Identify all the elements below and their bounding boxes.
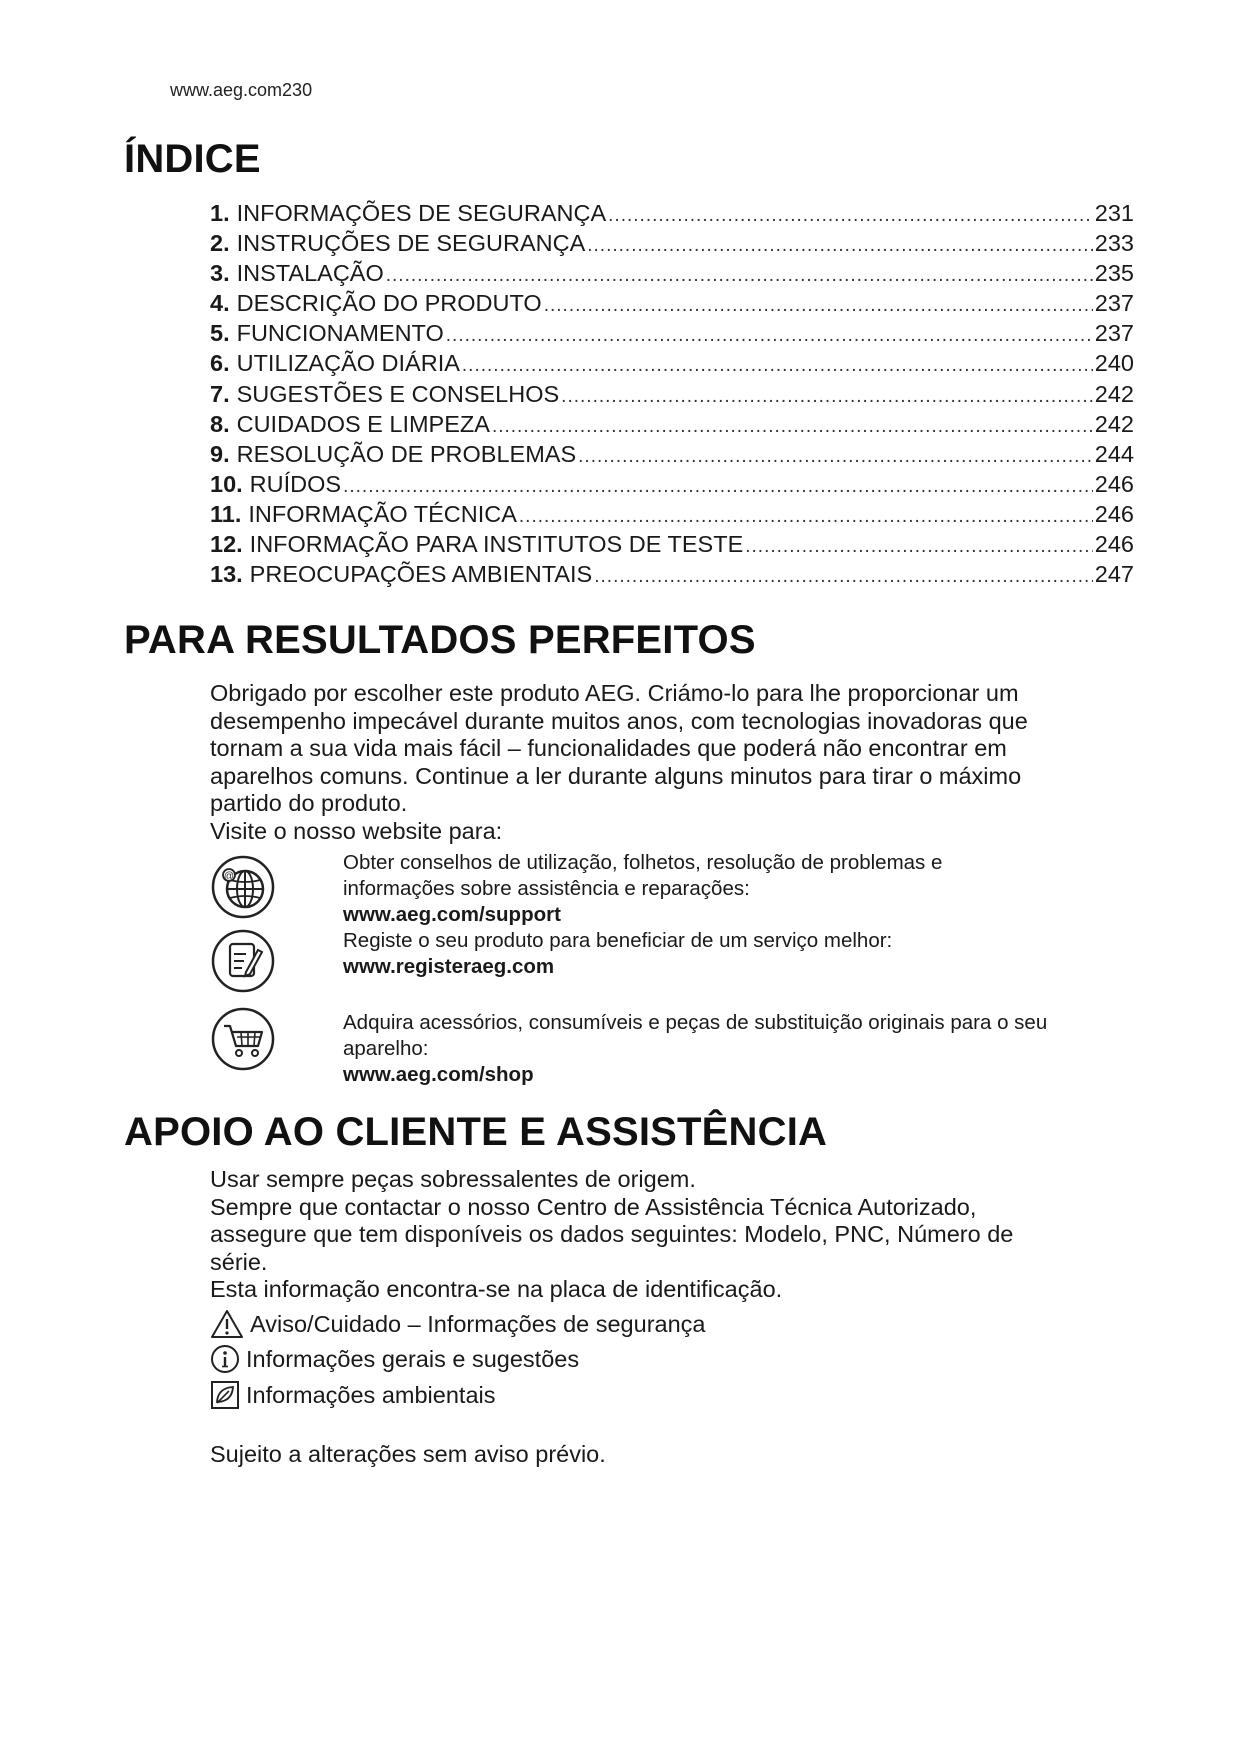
toc-entry-number: 6. bbox=[210, 350, 230, 377]
toc-entry-label: INSTRUÇÕES DE SEGURANÇA bbox=[236, 230, 586, 257]
toc-entry-number: 4. bbox=[210, 290, 230, 317]
shop-url-link[interactable]: www.aeg.com/shop bbox=[343, 1063, 534, 1086]
toc-leader-dots bbox=[587, 231, 1093, 261]
toc-entry-page: 242 bbox=[1094, 380, 1134, 407]
toc-entry-label: UTILIZAÇÃO DIÁRIA bbox=[236, 350, 460, 377]
support-link-text bbox=[343, 850, 1123, 928]
toc-entry-page: 237 bbox=[1094, 320, 1134, 347]
toc-leader-dots bbox=[462, 351, 1093, 381]
toc-leader-dots bbox=[561, 382, 1093, 412]
toc-entry[interactable] bbox=[210, 288, 1134, 318]
toc-leader-dots bbox=[386, 261, 1093, 291]
toc-entry[interactable] bbox=[210, 409, 1134, 439]
toc-leader-dots bbox=[492, 412, 1093, 442]
toc-leader-dots bbox=[578, 442, 1093, 472]
toc-entry-number: 7. bbox=[210, 380, 230, 407]
toc-leader-dots bbox=[519, 502, 1093, 532]
toc-entry-number: 12. bbox=[210, 531, 243, 558]
toc-entry-number: 1. bbox=[210, 200, 230, 226]
toc-entry-label: INFORMAÇÃO PARA INSTITUTOS DE TESTE bbox=[249, 531, 744, 558]
results-intro-line: partido do produto. bbox=[210, 790, 408, 816]
toc-leader-dots bbox=[608, 201, 1093, 231]
toc-entry-number: 8. bbox=[210, 410, 230, 437]
info-icon bbox=[210, 1344, 240, 1374]
toc-entry[interactable] bbox=[210, 228, 1134, 258]
toc-entry-number: 3. bbox=[210, 260, 230, 287]
toc-entry-page: 240 bbox=[1094, 350, 1134, 377]
support-text-line: série. bbox=[210, 1248, 268, 1275]
toc-entry[interactable] bbox=[210, 469, 1134, 499]
toc-entry-page: 246 bbox=[1094, 470, 1134, 497]
toc-entry-number: 13. bbox=[210, 561, 243, 588]
register-link-line: Registe o seu produto para beneficiar de um serviço melhor: bbox=[343, 929, 893, 952]
toc-entry-number: 2. bbox=[210, 230, 230, 257]
toc-entry-page: 246 bbox=[1094, 531, 1134, 558]
results-title: PARA RESULTADOS PERFEITOS bbox=[124, 618, 756, 662]
legend-warning bbox=[210, 1308, 706, 1340]
toc-entry-page: 233 bbox=[1094, 230, 1134, 257]
toc-entry-number: 10. bbox=[210, 470, 243, 497]
index-title: ÍNDICE bbox=[124, 137, 261, 181]
table-of-contents bbox=[210, 198, 1134, 589]
toc-entry-label: DESCRIÇÃO DO PRODUTO bbox=[236, 290, 542, 317]
toc-entry[interactable] bbox=[210, 258, 1134, 288]
toc-entry-page: 235 bbox=[1094, 260, 1134, 287]
register-link-text bbox=[343, 928, 1123, 980]
legend-info-label: Informações gerais e sugestões bbox=[246, 1346, 580, 1372]
support-text-line: Usar sempre peças sobressalentes de origem. bbox=[210, 1166, 696, 1192]
toc-entry-page: 237 bbox=[1094, 290, 1134, 317]
toc-entry[interactable] bbox=[210, 559, 1134, 589]
toc-leader-dots bbox=[594, 562, 1093, 592]
toc-entry[interactable] bbox=[210, 379, 1134, 409]
support-link-line: informações sobre assistência e reparações: bbox=[343, 877, 750, 900]
toc-entry-label: INFORMAÇÃO TÉCNICA bbox=[248, 500, 517, 527]
toc-leader-dots bbox=[343, 472, 1093, 502]
toc-entry[interactable] bbox=[210, 529, 1134, 559]
environment-icon bbox=[210, 1380, 240, 1410]
results-intro-line: Obrigado por escolher este produto AEG. Criámo-lo para lhe proporcionar um bbox=[210, 680, 1019, 706]
results-intro-line: desempenho impecável durante muitos anos, com tecnologias inovadoras que bbox=[210, 707, 1028, 734]
legend-environment bbox=[210, 1379, 495, 1411]
toc-entry[interactable] bbox=[210, 318, 1134, 348]
toc-entry[interactable] bbox=[210, 499, 1134, 529]
toc-entry[interactable] bbox=[210, 198, 1134, 228]
results-intro-line: Visite o nosso website para: bbox=[210, 817, 503, 844]
warning-icon bbox=[210, 1309, 244, 1339]
toc-entry-label: RUÍDOS bbox=[249, 470, 342, 497]
support-text bbox=[210, 1166, 1120, 1304]
toc-leader-dots bbox=[544, 291, 1093, 321]
toc-leader-dots bbox=[446, 321, 1093, 351]
legend-warning-label: Aviso/Cuidado – Informações de segurança bbox=[250, 1311, 706, 1337]
toc-entry-label: FUNCIONAMENTO bbox=[236, 320, 444, 347]
shop-link-text bbox=[343, 1010, 1123, 1088]
toc-entry-number: 11. bbox=[210, 500, 242, 527]
toc-leader-dots bbox=[745, 532, 1093, 562]
register-url-link[interactable]: www.registeraeg.com bbox=[343, 955, 555, 978]
shop-link-line: aparelho: bbox=[343, 1037, 429, 1060]
support-link-line: Obter conselhos de utilização, folhetos, resolução de problemas e bbox=[343, 851, 943, 874]
results-intro-line: tornam a sua vida mais fácil – funcionalidades que poderá não encontrar em bbox=[210, 735, 1007, 761]
support-title: APOIO AO CLIENTE E ASSISTÊNCIA bbox=[124, 1110, 828, 1154]
toc-entry-label: INSTALAÇÃO bbox=[236, 260, 384, 287]
support-url-link[interactable]: www.aeg.com/support bbox=[343, 903, 561, 926]
globe-icon bbox=[210, 854, 276, 920]
toc-entry-page: 247 bbox=[1094, 561, 1134, 588]
toc-entry-label: CUIDADOS E LIMPEZA bbox=[236, 410, 490, 437]
register-icon bbox=[210, 928, 276, 994]
results-intro bbox=[210, 680, 1120, 845]
toc-entry-number: 5. bbox=[210, 320, 230, 347]
toc-entry-label: RESOLUÇÃO DE PROBLEMAS bbox=[236, 440, 577, 467]
toc-entry[interactable] bbox=[210, 439, 1134, 469]
toc-entry-page: 242 bbox=[1094, 410, 1134, 437]
support-text-line: assegure que tem disponíveis os dados seguintes: Modelo, PNC, Número de bbox=[210, 1221, 1014, 1247]
support-text-line: Esta informação encontra-se na placa de identificação. bbox=[210, 1276, 783, 1302]
legend-info bbox=[210, 1343, 579, 1375]
results-intro-line: aparelhos comuns. Continue a ler durante alguns minutos para tirar o máximo bbox=[210, 762, 1022, 789]
toc-entry-label: SUGESTÕES E CONSELHOS bbox=[236, 380, 560, 407]
cart-icon bbox=[210, 1006, 276, 1072]
toc-entry-label: PREOCUPAÇÕES AMBIENTAIS bbox=[249, 561, 593, 588]
svg-text:@: @ bbox=[223, 871, 235, 882]
toc-entry-page: 244 bbox=[1094, 440, 1134, 467]
toc-entry-page: 246 bbox=[1094, 500, 1134, 527]
support-text-line: Sempre que contactar o nosso Centro de Assistência Técnica Autorizado, bbox=[210, 1193, 977, 1220]
toc-entry[interactable] bbox=[210, 348, 1134, 378]
toc-entry-page: 231 bbox=[1094, 200, 1134, 226]
shop-link-line: Adquira acessórios, consumíveis e peças de substituição originais para o seu bbox=[343, 1011, 1048, 1034]
footnote: Sujeito a alterações sem aviso prévio. bbox=[210, 1441, 606, 1467]
header-url-page: www.aeg.com230 bbox=[170, 80, 313, 100]
toc-entry-number: 9. bbox=[210, 440, 230, 467]
toc-entry-label: INFORMAÇÕES DE SEGURANÇA bbox=[236, 200, 607, 226]
legend-environment-label: Informações ambientais bbox=[246, 1382, 496, 1408]
